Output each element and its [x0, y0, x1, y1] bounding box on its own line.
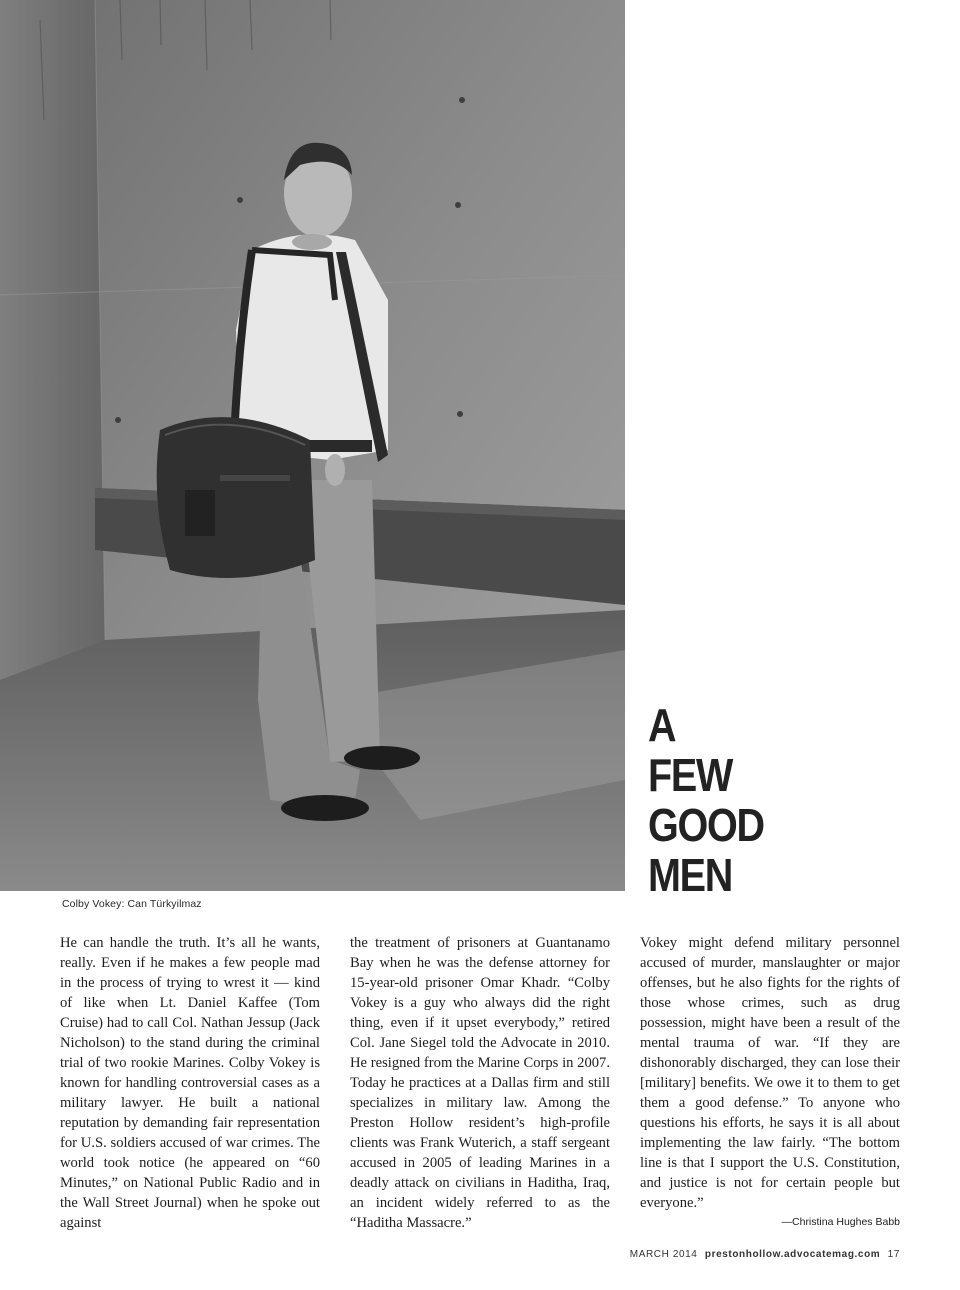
- feature-photo: [0, 0, 625, 891]
- website-url: prestonhollow.advocatemag.com: [704, 1249, 881, 1260]
- headline: [648, 700, 906, 900]
- article-column-2: the treatment of prisoners at Guantanamo Bay when he was the defense attorney for 15-year-old prisoner Omar Khadr. “Colby Vokey is a guy who always did the right thing, even if it upset everybody,” retired Col. Jane Siegel told the Advocate in 2010. He resigned from the Marine Corps in 2007. Today he practices at a Dallas firm and still specializes in military law. Among the Preston Hollow resident’s high-profile clients was Frank Wuterich, a staff sergeant accused in 2005 of leading Marines in a deadly attack on civilians in Haditha, Iraq, an incident widely referred to as the “Haditha Massacre.”: [350, 935, 610, 1231]
- article-column-1: He can handle the truth. It’s all he wants, really. Even if he makes a few people mad in the process of trying to wrest it — kind of like when Lt. Daniel Kaffee (Tom Cruise) had to call Col. Nathan Jessup (Jack Nicholson) to the stand during the criminal trial of two rookie Marines. Colby Vokey is known for handling controversial cases as a military lawyer. He built a national reputation by demanding fair representation for U.S. soldiers accused of war crimes. The world took notice (he appeared on “60 Minutes,” on National Public Radio and in the Wall Street Journal) when he spoke out against: [60, 935, 320, 1231]
- issue-date: MARCH 2014: [629, 1249, 698, 1260]
- page-number: 17: [887, 1249, 900, 1260]
- photo-caption: Colby Vokey: Can Türkyilmaz: [62, 898, 202, 910]
- headline-line: MEN: [648, 849, 733, 901]
- headline-line: GOOD: [648, 799, 764, 851]
- page-footer: [630, 1249, 900, 1260]
- headline-line: A: [648, 699, 676, 751]
- article-column-3: Vokey might defend military personnel accused of murder, manslaughter or major offenses, but he also fights for the rights of those whose crimes, such as drug possession, might have been a result of the mental trauma of war. “If they are dishonorably discharged, they can lose their [military] benefits. We owe it to them to get them a good defense.” To anyone who questions his efforts, he says it is all about implementing the law fairly. “The bottom line is that I support the U.S. Constitution, and justice is not for certain people but everyone.”: [640, 935, 900, 1211]
- headline-line: FEW: [648, 749, 733, 801]
- byline: —Christina Hughes Babb: [781, 1216, 900, 1228]
